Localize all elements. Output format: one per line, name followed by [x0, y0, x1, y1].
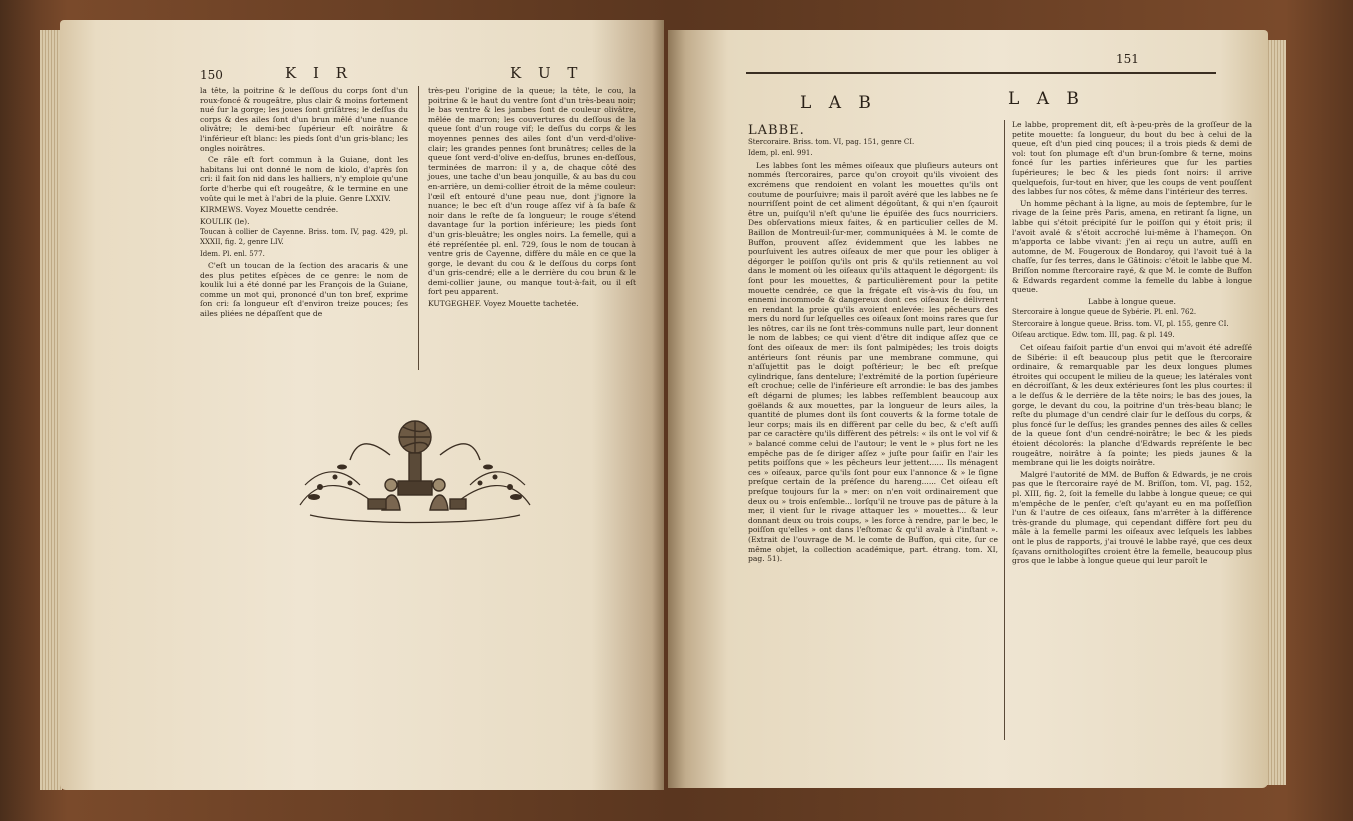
left-col1-ref-2: Idem. Pl. enl. 577. [200, 249, 265, 258]
left-column-1 [200, 86, 408, 321]
right-header-second: L A B [1008, 89, 1085, 109]
right-col2-ref-3: Oiſeau arctique. Edw. tom. III, pag. & pl. 149. [1012, 331, 1175, 340]
right-col1-para-1: Les labbes ſont les mêmes oiſeaux que pluſieurs auteurs ont nommés ſtercoraires, parce qu'on croyoit qu'ils vivoient des excrémens que rendoient en volant les mouettes qu'ils ont coutume de pourſuivre; mais il paroît avéré que les labbes ne ſe nourriſſent point de cet aliment dégoûtant, & qui n'en ſçauroit être un, puiſqu'il n'eſt qu'une lie épuiſée des ſucs nourriciers. Des obſervations mieux faites, & en particulier celles de M. Baillon de Montreuil-ſur-mer, communiquées à M. le comte de Buffon, prouvent aſſez évidemment que les labbes ne pourſuivent les autres oiſeaux de mer que pour les obliger à dégorger le poiſſon qu'ils ont pris & qu'ils retiennent au vol dans le moment où les oiſeaux qu'ils attaquent le dégorgent: ils ſont pour les mouettes, & particulièrement pour la petite mouette cendrée, ce que la frégate eſt vis-à-vis du fou, un ennemi incommode & dangereux dont ces oiſeaux ſe délivrent en rendant la proie qu'ils avoient enlevée: les pêcheurs des mers du nord ſur leſquelles ces oiſeaux ſont moins rares que ſur les nôtres, car ils ne ſont très-communs nulle part, leur donnent le nom de labbes; ce qui vient d'être dit indique aſſez que ce ſont des oiſeaux de mer: ils ſont palmipèdes; les trois doigts antérieurs ſont réunis par une membrane commune, qui n'aſſujettit pas le doigt poſtérieur; le bec eſt preſque cylindrique, ſans dentelure; l'extrémité de la portion ſupérieure eſt crochue; celle de l'inférieure eſt arrondie: le bas des jambes eſt dégarni de plumes; les labbes reſſemblent beaucoup aux goëlands & aux mouettes, par la longueur de leurs ailes, la quantité de plumes dont ils ſont couverts & la forme totale de leur corps; mais ils en diffèrent par celle du bec, & c'eſt auſſi par ce caractère qu'ils diffèrent des pétrels: « ils ont le vol vif & » balancé comme celui de l'autour; le vent le » plus fort ne les empêche pas de ſe diriger aſſez » juſte pour ſaiſir en l'air les petits poiſſons que » les pêcheurs leur jettent...... Ils ménagent ces » oiſeaux, parce qu'ils ſont pour eux l'annonce & » le ſigne preſque certain de la préſence du hareng...... Cet oiſeau eſt preſque toujours ſur la » mer: on n'en voit ordinairement que deux ou » trois enſemble... lorſqu'il ne trouve pas de pâture à la mer, il vient ſur le rivage attaquer les » mouettes... & leur donnant deux ou trois coups, » les force à rendre, par le bec, le poiſſon qu'elles » ont dans l'eſtomac & qu'il avale à l'inſtant ». (Extrait de l'ouvrage de M. le comte de Buffon, qui cite, ſur ce même objet, la collection académique, part. étrang. tom. XI, pag. 51). [748, 160, 998, 564]
right-header-first: L A B [800, 93, 877, 113]
entry-koulik: KOULIK (le). [200, 216, 250, 226]
right-col2-ref-1: Stercoraire à longue queue de Sybérie. Pl. enl. 762. [1012, 308, 1197, 317]
entry-kirmews: KIRMEWS. Voyez Mouette cendrée. [200, 205, 339, 215]
entry-labbe-longue-queue: Labbe à longue queue. [1088, 296, 1176, 306]
left-col1-para-1: la tête, la poitrine & le deſſous du corps ſont d'un roux-foncé & rougeâtre, plus clair & moins fortement nué ſur la gorge; les joues ſont griſâtres; le deſſus du corps & des ailes ſont d'un brun mêlé d'une nuance olivâtre; le demi-bec ſupérieur eſt noirâtre & l'inférieur eſt blanc: les pieds ſont d'un gris-blanc; les ongles noirâtres. [200, 86, 408, 153]
header-rule [746, 72, 1216, 74]
left-page-number: 150 [200, 68, 223, 82]
right-column-1 [748, 123, 998, 566]
left-col1-para-2: Ce râle eſt fort commun à la Guiane, dont les habitans lui ont donné le nom de kiolo, d'après ſon cri: il fait ſon nid dans les halliers, n'y emploie qu'une ſorte d'herbe qui eſt rougeâtre, & le termine en une voûte qui le met à l'abri de la pluie. Genre LXXIV. [200, 155, 408, 203]
left-column-2 [428, 86, 636, 311]
left-col2-para-1: très-peu l'origine de la queue; la tête, le cou, la poitrine & le haut du ventre ſont d'un très-beau noir; le bas ventre & les jambes ſont de couleur olivâtre, mêlée de marron; les couvertures du deſſous de la queue ſont d'un rouge vif; le deſſus du corps & les moyennes pennes des ailes ſont d'un verd-d'olive-clair; les grandes pennes ſont brunâtres; celles de la queue ſont verd-d'olive en-deſſus, brunes en-deſſous, terminées de marron: il y a, de chaque côté des joues, une tache d'un beau jonquille, & au bas du cou en-arrière, un demi-collier étroit de la même couleur: l'œil eſt entouré d'une peau nue, dont j'ignore la nuance; le bec eſt d'un rouge aſſez vif à ſa baſe & noir dans le reſte de ſa longueur; le rouge s'étend davantage ſur la portion inférieure; les pieds ſont d'un gris-bleuâtre; les ongles noirs. La femelle, qui a été repréſentée pl. enl. 729, ſous le nom de toucan à ventre gris de Cayenne, diffère du mâle en ce que la gorge, le devant du cou & le deſſous du corps ſont d'un gris-cendré; elle a le derrière du cou brun & le demi-collier jaune, ou manque tout-à-fait, ou il eſt fort peu apparent. [428, 86, 636, 297]
left-header-second: K U T [510, 64, 584, 82]
right-page [668, 30, 1268, 788]
entry-labbe: LABBE. [748, 123, 805, 138]
page-edges-left [40, 30, 62, 790]
right-col2-para-1: Le labbe, proprement dit, eſt à-peu-près de la groſſeur de la petite mouette: ſa longueur, du bout du bec à celui de la queue, eſt d'un pied cinq pouces; il a trois pieds & demi de vol: tout ſon plumage eſt d'un brun-ſombre & terne, moins foncé ſur les parties inférieures que ſur les parties ſupérieures; le bec & les pieds ſont noirs: il arrive quelquefois, ſur-tout en hiver, que les coups de vent pouſſent des labbes ſur nos côtes, & même dans l'intérieur des terres. [1012, 120, 1252, 197]
right-column-2 [1012, 120, 1252, 568]
right-page-number: 151 [1116, 52, 1139, 66]
right-column-divider [1004, 120, 1005, 740]
right-col2-ref-2: Stercoraire à longue queue. Briss. tom. VI, pl. 155, genre CI. [1012, 319, 1229, 328]
right-col2-para-3: Cet oiſeau faiſoit partie d'un envoi qui m'avoit été adreſſé de Sibérie: il eſt beaucoup plus petit que le ſtercoraire ordinaire, & remarquable par les deux longues plumes étroites qui occupent le milieu de la queue; les latérales vont en décroiſſant, & les deux extérieures ſont les plus courtes: il a le deſſus & le derrière de la tête noirs; le bas des joues, la gorge, le devant du cou, la poitrine d'un très-beau blanc; le reſte du plumage d'un cendré clair ſur le deſſous du corps, & plus foncé ſur le deſſus; les grandes pennes des ailes & celles de la queue ſont d'un cendré-noirâtre; le bec & les pieds étoient décolorés: la planche d'Edwards repréſente le bec rougeâtre, noirâtre à ſa pointe; les pieds jaunes & la membrane qui lie les doigts noirâtre. [1012, 343, 1252, 468]
left-page [60, 20, 664, 790]
left-col1-ref-1: Toucan à collier de Cayenne. Briss. tom. IV, pag. 429, pl. XXXII, fig. 2, genre LIV. [200, 228, 408, 246]
left-column-divider [418, 86, 419, 370]
right-col2-para-4: Malgré l'autorité de MM. de Buffon & Edwards, je ne crois pas que le ſtercoraire rayé de M. Briſſon, tom. VI, pag. 152, pl. XIII, fig. 2, ſoit la femelle du labbe à longue queue; ce qui m'empêche de le penſer, c'eſt qu'ayant eu en ma poſſeſſion l'un & l'autre de ces oiſeaux, ſans m'arrêter à la différence très-grande du plumage, qui cependant diffère fort peu du mâle à la femelle parmi les oiſeaux avec leſquels les labbes ont le plus de rapports, j'ai trouvé le labbe rayé, que ces deux ſçavans ornithologiſtes croient être la femelle, beaucoup plus gros que le labbe à longue queue qui leur paroît le [1012, 469, 1252, 566]
page-edges-right [1266, 40, 1286, 785]
right-col1-ref-1: Stercoraire. Briss. tom. VI, pag. 151, genre CI. [748, 137, 915, 146]
right-col2-para-2: Un homme pêchant à la ligne, au mois de ſeptembre, ſur le rivage de la ſeine près Paris, amena, en retirant ſa ligne, un labbe qui s'étoit précipité ſur le poiſſon qui y étoit pris; il l'avoit avalé & s'étoit accroché lui-même à l'hameçon. On m'apporta ce labbe vivant: j'en ai reçu un autre, auſſi en automne, de M. Fougeroux de Bondaroy, qui l'avoit tué à la chaſſe, ſur ſes terres, dans le Gâtinois: c'étoit le labbe que M. Briſſon nomme ſtercoraire rayé, & que M. le comte de Buffon & Edwards regardent comme la femelle du labbe à longue queue. [1012, 198, 1252, 295]
left-col1-para-3: C'eſt un toucan de la ſection des aracaris & une des plus petites eſpèces de ce genre: le nom de koulik lui a été donné par les François de la Guiane, comme un mot qui, prononcé d'un ton bref, exprime ſon cri: ſa longueur eſt d'environ treize pouces; ſes ailes pliées ne dépaſſent que de [200, 261, 408, 319]
left-header-first: K I R [285, 64, 353, 82]
right-col1-ref-2: Idem, pl. enl. 991. [748, 149, 813, 158]
vignette-ornament-icon [290, 415, 540, 540]
entry-kutgeghef: KUTGEGHEF. Voyez Mouette tachetée. [428, 299, 579, 309]
